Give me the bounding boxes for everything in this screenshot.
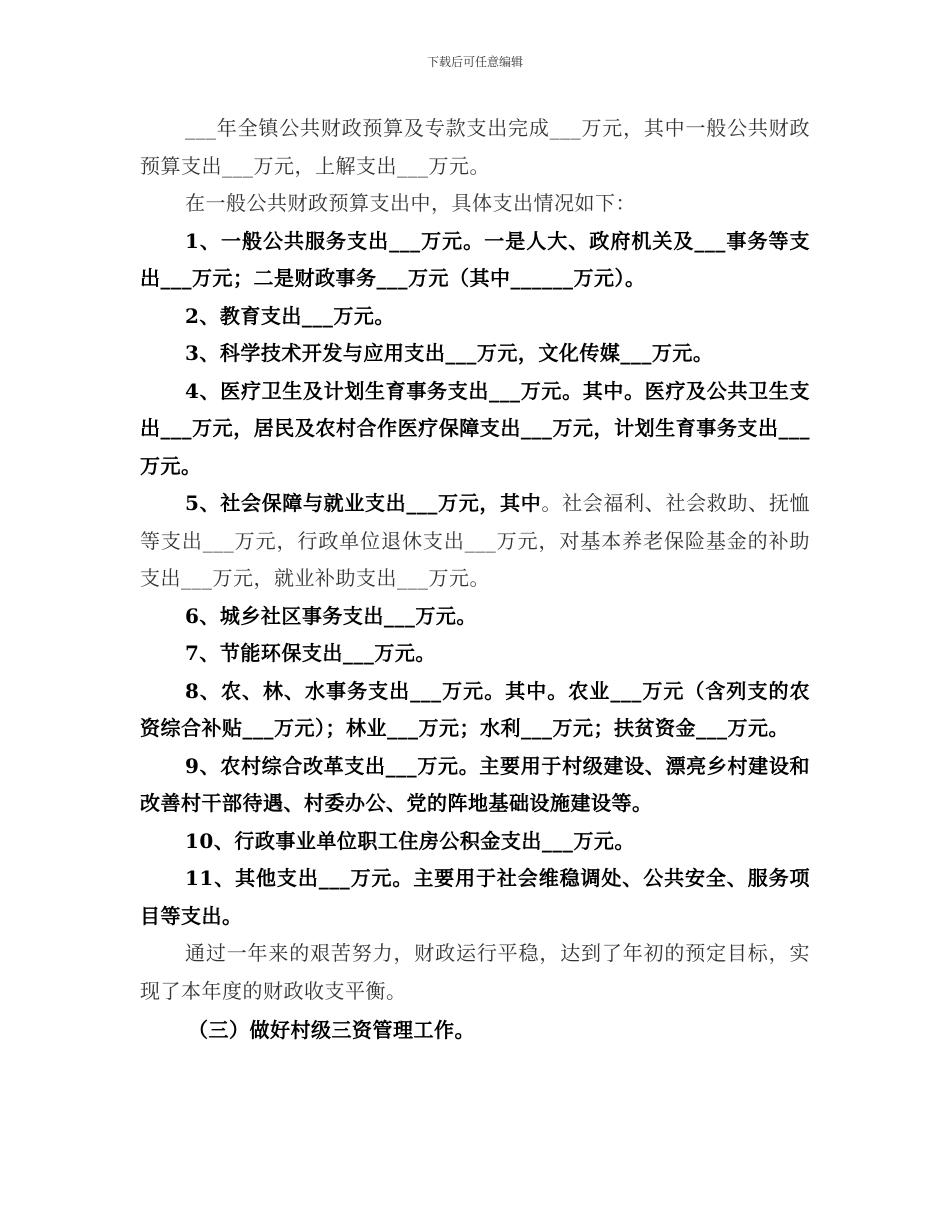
section-heading: （三）做好村级三资管理工作。 [188,1018,475,1042]
document-body [140,110,810,1050]
item-11-other: 11、其他支出___万元。主要用于社会维稳调处、公共安全、服务项目等支出。 [140,866,810,928]
item-4-healthcare: 4、医疗卫生及计划生育事务支出___万元。其中。医疗及公共卫生支出___万元，居民及农村合作医疗保障支出___万元，计划生育事务支出___万元。 [140,378,810,478]
item-2-education: 2、教育支出___万元。 [185,303,395,328]
item-3-science-culture: 3、科学技术开发与应用支出___万元，文化传媒___万元。 [185,341,714,365]
paragraph-summary: ___年全镇公共财政预算及专款支出完成___万元，其中一般公共财政预算支出___万元，上解支出___万元。 [140,116,810,178]
paragraph-conclusion: 通过一年来的艰苦努力，财政运行平稳，达到了年初的预定目标，实现了本年度的财政收支平衡。 [140,941,810,1003]
item-5-social-security [140,485,810,598]
item-5-bold-part: 5、社会保障与就业支出___万元，其中 [185,491,542,515]
item-10-housing-fund: 10、行政事业单位职工住房公积金支出___万元。 [185,828,635,853]
item-7-environment: 7、节能环保支出___万元。 [185,641,436,665]
item-9-rural-reform: 9、农村综合改革支出___万元。主要用于村级建设、漂亮乡村建设和改善村干部待遇、村委办公、党的阵地基础设施建设等。 [140,753,810,815]
item-6-community: 6、城乡社区事务支出___万元。 [185,603,477,628]
item-5-normal-part: 。社会福利、社会救助、抚恤等支出___万元，行政单位退休支出___万元，对基本养老保险基金的补助支出___万元，就业补助支出___万元。 [140,491,811,590]
page-header: 下载后可任意编辑 [426,55,523,69]
item-8-agriculture: 8、农、林、水事务支出___万元。其中。农业___万元（含列支的农资综合补贴___万元）；林业___万元；水利___万元；扶贫资金___万元。 [140,678,810,740]
item-1-general-services: 1、一般公共服务支出___万元。一是人大、政府机关及___事务等支出___万元；二是财政事务___万元（其中______万元）。 [140,228,810,290]
paragraph-intro: 在一般公共财政预算支出中，具体支出情况如下： [185,191,636,215]
